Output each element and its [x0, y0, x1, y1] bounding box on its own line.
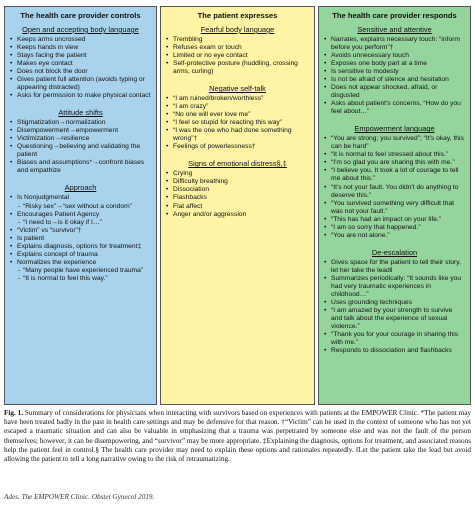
list-item: • Dissociation: [166, 186, 309, 194]
item-list: [10, 194, 151, 282]
item-list: [166, 170, 309, 218]
list-item: • Feelings of powerlessness†: [166, 143, 309, 151]
list-item: • Responds to dissociation and flashbacks: [324, 347, 465, 355]
list-item: • Asks for permission to make physical contact: [10, 92, 151, 100]
list-item: • Avoids unnecessary touch: [324, 52, 465, 60]
list-item: • “I'm so glad you are sharing this with me.”: [324, 159, 465, 167]
list-item: • Questioning→believing and validating the patient: [10, 143, 151, 159]
section-title: Open and accepting body language: [22, 25, 139, 34]
list-item: • Gives space for the patient to tell their story, let her take the lead‖: [324, 259, 465, 275]
list-item: • Flashbacks: [166, 194, 309, 202]
list-item: • Explains concept of trauma: [10, 251, 151, 259]
list-item: • Biases and assumptions*→confront biases and empathize: [10, 159, 151, 175]
list-item: • Refuses exam or touch: [166, 44, 309, 52]
section-title: De-escalation: [371, 247, 418, 257]
list-subitem: - “I need to→is it okay if I…”: [10, 219, 151, 227]
list-item: • “I feel so stupid for reacting this way”: [166, 119, 309, 127]
list-item: • “You are strong; you survived”; “It's okay, this can be hard”: [324, 135, 465, 151]
section-title: Empowerment language: [354, 124, 435, 134]
section: [324, 248, 465, 355]
provider-responds-column: [318, 6, 471, 405]
list-item: • Exposes one body part at a time: [324, 60, 465, 68]
list-item: • “No one will ever love me”: [166, 111, 309, 119]
list-item: • Is sensitive to modesty: [324, 68, 465, 76]
section: [10, 25, 151, 100]
list-subitem: - “Many people have experienced trauma”: [10, 267, 151, 275]
list-item: • Narrates, explains necessary touch: “inform before you perform”†: [324, 36, 465, 52]
list-item: • “I was the one who had done something wrong”†: [166, 127, 309, 143]
item-list: [324, 36, 465, 116]
section: [10, 108, 151, 175]
list-item: • “I believe you. It took a lot of courage to tell me about this.”: [324, 167, 465, 183]
list-item: • Crying: [166, 170, 309, 178]
item-list: [10, 119, 151, 175]
list-item: • “I am crazy”: [166, 103, 309, 111]
list-item: • Disempowerment→empowerment: [10, 127, 151, 135]
list-item: • “I am so sorry that happened.”: [324, 224, 465, 232]
list-item: • Is not be afraid of silence and hesitation: [324, 76, 465, 84]
list-item: • Normalizes the experience: [10, 259, 151, 267]
section-title: Sensitive and attentive: [357, 25, 432, 34]
list-item: • Asks about patient's concerns, “How do you feel about…”: [324, 100, 465, 116]
column-title: The health care provider controls: [20, 11, 141, 20]
section-title: Approach: [64, 183, 97, 193]
list-item: • Victimization→resilience: [10, 135, 151, 143]
figure-source: Ades. The EMPOWER Clinic. Obstet Gynecol 2019.: [4, 493, 155, 501]
column-title: The health care provider responds: [332, 11, 457, 20]
list-item: • “I am amazed by your strength to survive and talk about the experience of sexual violence.”: [324, 307, 465, 331]
list-item: • “It is normal to feel stressed about this.”: [324, 151, 465, 159]
summary-diagram: [4, 6, 471, 407]
list-item: • Is patient: [10, 235, 151, 243]
list-item: • Difficulty breathing: [166, 178, 309, 186]
list-item: • Does not appear shocked, afraid, or disgusted: [324, 84, 465, 100]
section: [324, 124, 465, 239]
list-item: • “Victim” vs “survivor”†: [10, 227, 151, 235]
provider-controls-column: [4, 6, 157, 405]
list-item: • Anger and/or aggression: [166, 211, 309, 219]
section-title: Attitude shifts: [58, 108, 103, 118]
list-item: • Makes eye contact: [10, 60, 151, 68]
section: [324, 25, 465, 116]
figure-label: Fig. 1.: [4, 409, 24, 417]
section: [10, 183, 151, 282]
list-item: • Does not block the door: [10, 68, 151, 76]
section: [166, 25, 309, 76]
section-title: Negative self-talk: [209, 84, 266, 94]
list-item: • “Thank you for your courage in sharing this with me.”: [324, 331, 465, 347]
list-item: • Stigmatization→normalization: [10, 119, 151, 127]
item-list: [166, 95, 309, 151]
item-list: [10, 36, 151, 100]
list-item: • Keeps hands in view: [10, 44, 151, 52]
list-item: • Trembling: [166, 36, 309, 44]
list-item: • “I am ruined/broken/worthless”: [166, 95, 309, 103]
section: [166, 159, 309, 218]
list-subitem: - “Risky sex”→“sex without a condom”: [10, 203, 151, 211]
section-title: Signs of emotional distress§,‡: [188, 159, 287, 169]
caption-text: Summary of considerations for physicians when interacting with survivors based on experiences with patients at the EMPOWER Clinic. *The patient may have been treated badly in the past in health care settings and may be defensive for that reason. †“Victim” can be used in the context of someone who has not yet escaped a traumatic situation and can also be valuable in emphasizing that a trauma was perpetrated by someone else and was not the fault of the person themselves; however, it can be disempowering, and “survivor” may be more appropriate. ‡Explaining the diagnosis, options for treatment, and associated reasons help the patient feel in control.§ The health care provider may need to explain these options and rationales repeatedly. ‖Let the patient take the lead but avoid allowing the patient to tell a long narrative owing to the risk of retraumatizing.: [4, 409, 471, 464]
list-subitem: - “It is normal to feel this way.”: [10, 275, 151, 283]
item-list: [166, 36, 309, 76]
list-item: • “This has had an impact on your life.”: [324, 216, 465, 224]
list-item: • Explains diagnosis, options for treatment‡: [10, 243, 151, 251]
list-item: • Summarizes periodically: “It sounds like you had very traumatic experiences in childhood…”: [324, 275, 465, 299]
list-item: • Limited or no eye contact: [166, 52, 309, 60]
list-item: • “You are not alone.”: [324, 232, 465, 240]
column-title: The patient expresses: [197, 11, 278, 20]
item-list: [324, 135, 465, 239]
figure-caption: [4, 409, 471, 464]
item-list: [324, 259, 465, 355]
section-title: Fearful body language: [200, 25, 275, 34]
list-item: • Gives patient full attention (avoids typing or appearing distracted): [10, 76, 151, 92]
list-item: • Keeps arms uncrossed: [10, 36, 151, 44]
list-item: • Stays facing the patient: [10, 52, 151, 60]
list-item: • Uses grounding techniques: [324, 299, 465, 307]
list-item: • Encourages Patient Agency: [10, 211, 151, 219]
patient-expresses-column: [160, 6, 315, 405]
list-item: • Is Nonjudgmental: [10, 194, 151, 202]
list-item: • “It's not your fault. You didn't do anything to deserve this.”: [324, 184, 465, 200]
section: [166, 84, 309, 151]
list-item: • “You survived something very difficult that was not your fault.”: [324, 200, 465, 216]
list-item: • Self-protective posture (huddling, crossing arms, curling): [166, 60, 309, 76]
list-item: • Flat affect: [166, 203, 309, 211]
